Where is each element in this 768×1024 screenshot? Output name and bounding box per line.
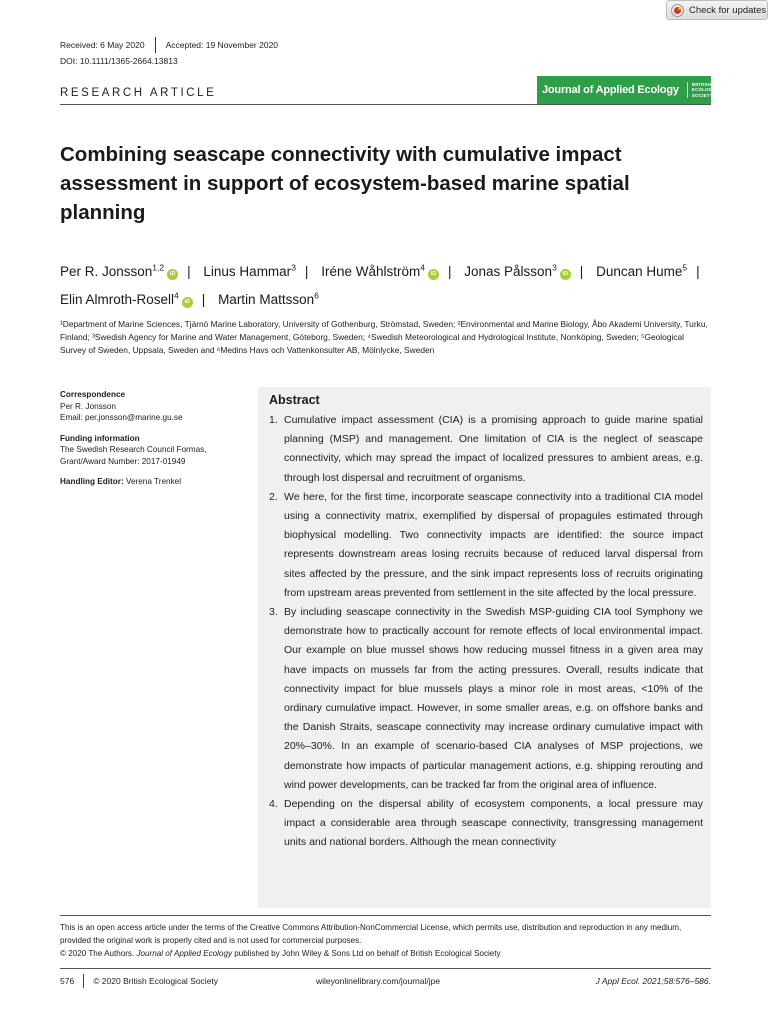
abstract-box [258,387,711,908]
funding-heading: Funding information [60,433,140,443]
accepted-date: Accepted: 19 November 2020 [165,40,279,50]
abstract-item-text: Depending on the dispersal ability of ecosystem components, a local pressure may impact a considerable area through seascape connectivity, transgressing management units and national borders. Although the mean connectivity [284,798,703,849]
author-name: Elin Almroth-Rosell [60,292,175,307]
footer-divider [83,974,84,988]
abstract-item-text: Cumulative impact assessment (CIA) is a promising approach to guide marine spatial planning (MSP) and management. One limitation of CIA is the neglect of seascape connectivity, which may spread the impact of localized pressures to ambient areas, e.g. through lost dispersal and recruitment of organisms. [284,414,703,484]
author-name: Linus Hammar [203,263,292,279]
author-separator: | [201,292,206,307]
author[interactable] [60,264,178,279]
author-affiliation-marker: 3 [291,262,296,272]
correspondence-heading: Correspondence [60,390,126,399]
author-affiliation-marker: 4 [420,262,425,272]
crossmark-icon [671,4,684,17]
abstract-list [258,411,711,853]
abstract-item [269,603,703,795]
author[interactable] [218,292,319,307]
funding-block [60,433,250,468]
author-separator: | [304,263,309,279]
abstract-heading: Abstract [269,393,320,407]
editor-name: Verena Trenkel [125,477,182,486]
open-access-notice [60,921,711,960]
journal-name: Journal of Applied Ecology [542,84,679,96]
author[interactable] [60,292,193,307]
abstract-item-number: 3. [269,606,278,619]
author-affiliation-marker: 1,2 [152,262,165,272]
author-affiliation-marker: 5 [682,262,688,272]
funding-text: The Swedish Research Council Formas, Grant/Award Number: 2017-01949 [60,445,207,466]
author-affiliation-marker: 4 [174,290,179,301]
author-name: Per R. Jonsson [60,263,153,279]
abstract-item-number: 2. [269,490,278,503]
correspondence-email[interactable]: Email: per.jonsson@marine.gu.se [60,413,183,422]
abstract-item [269,411,703,488]
abstract-item-number: 1. [269,414,278,426]
editor-block [60,476,250,488]
orcid-icon[interactable]: iD [167,269,178,280]
abstract-item [269,488,703,603]
journal-url[interactable]: wileyonlinelibrary.com/journal/jpe [316,976,441,986]
author-name: Iréne Wåhlström [321,263,421,279]
author-name: Martin Mattsson [218,292,315,307]
orcid-icon[interactable]: iD [182,297,193,308]
received-date: Received: 6 May 2020 [60,40,145,50]
affiliations: ¹Department of Marine Sciences, Tjärnö Marine Laboratory, University of Gothenburg, Strömstad, Sweden; ²Environmental and Marine Biology, Åbo Akademi University, Turku, Finland; ³Swedish Agency for Marine and Water Management, Göteborg, Sweden; ⁴Swedish Meteorological and Hydrological Institute, Norrköping, Sweden; ⁵Geological Survey of Sweden, Uppsala, Sweden and ⁶Medins Havs och Vattenkonsulter AB, Mölnlycke, Sweden [60,319,708,355]
editor-heading: Handling Editor: [60,477,124,486]
correspondence-block [60,389,250,424]
author-separator: | [187,263,191,279]
copyright-journal: Journal of Applied Ecology [136,949,233,958]
article-dates [60,37,278,53]
header-rule [60,104,711,105]
license-text: This is an open access article under the terms of the Creative Commons Attribution-NonCommercial License, which permits use, distribution and reproduction in any medium, provided the original work is properly cited and is not used for commercial purposes. [60,923,682,945]
article-type: RESEARCH ARTICLE [60,87,217,99]
society-logo: BRITISH ECOLOGICAL SOCIETY [687,82,724,99]
correspondence-name: Per R. Jonsson [60,401,116,411]
author[interactable] [596,264,687,279]
article-title: Combining seascape connectivity with cumulative impact assessment in support of ecosystem-based marine spatial planning [60,143,630,224]
author-list [60,255,720,312]
check-for-updates-button[interactable] [666,0,768,20]
footer-society: © 2020 British Ecological Society [93,976,219,986]
author[interactable] [464,264,571,279]
author-separator: | [696,263,700,279]
citation: J Appl Ecol. 2021;58:576–586. [595,976,711,986]
orcid-icon[interactable]: iD [560,269,571,280]
journal-logo [537,76,724,104]
abstract-item-text: We here, for the first time, incorporate seascape connectivity into a traditional CIA model using a connectivity matrix, exemplified by dispersal of propagules estimated through biophysical modelling. Two connectivity impacts are identified: the source impact represents downstream areas losing recruits because of reduced larval dispersal from sites affected by the pressure, and the sink impact represents loss of recruits originating from upstream areas prevented from settlement in the site affected by the local pressure. [284,490,703,599]
page-footer [60,974,711,988]
doi[interactable]: DOI: 10.1111/1365-2664.13813 [60,56,178,66]
author-affiliation-marker: 3 [552,262,557,272]
copyright-line: © 2020 The Authors. Journal of Applied Ecology published by John Wiley & Sons Ltd on behalf of British Ecological Society [60,949,501,958]
footer-rule [60,968,711,969]
orcid-icon[interactable]: iD [428,269,439,280]
abstract-item-number: 4. [269,798,278,811]
page-number: 576 [60,976,75,986]
check-for-updates-label: Check for updates [689,4,767,16]
date-divider [155,37,156,53]
article-info-sidebar [60,389,250,497]
abstract-item [269,795,703,853]
author-affiliation-marker: 6 [314,290,319,301]
license-rule [60,915,711,916]
author-name: Duncan Hume [596,263,683,279]
author-separator: | [579,263,584,279]
author-name: Jonas Pålsson [464,263,553,279]
abstract-item-text: By including seascape connectivity in the Swedish MSP-guiding CIA tool Symphony we demonstrate how to practically account for remote effects of local environmental impact. Our example on blue mussel shows how reducing mussel fitness in a given area may have impacts on mussels far from the acting pressures. Overall, results indicate that connectivity impact for blue mussels plays a minor role in most areas, <10% of the ordinary cumulative impact. However, in some smaller areas, e.g. on offshore banks and the Danish Straits, seascape connectivity may increase ordinary cumulative impact with 20%–30%. In an example of scenario-based CIA analyses of MSP projections, we demonstrate how impacts of particular management actions, e.g. shipping rerouting and wind power developments, can be tracked far from the original area of influence. [284,606,703,791]
author[interactable] [321,264,439,279]
author[interactable] [203,264,296,279]
author-separator: | [447,263,452,279]
